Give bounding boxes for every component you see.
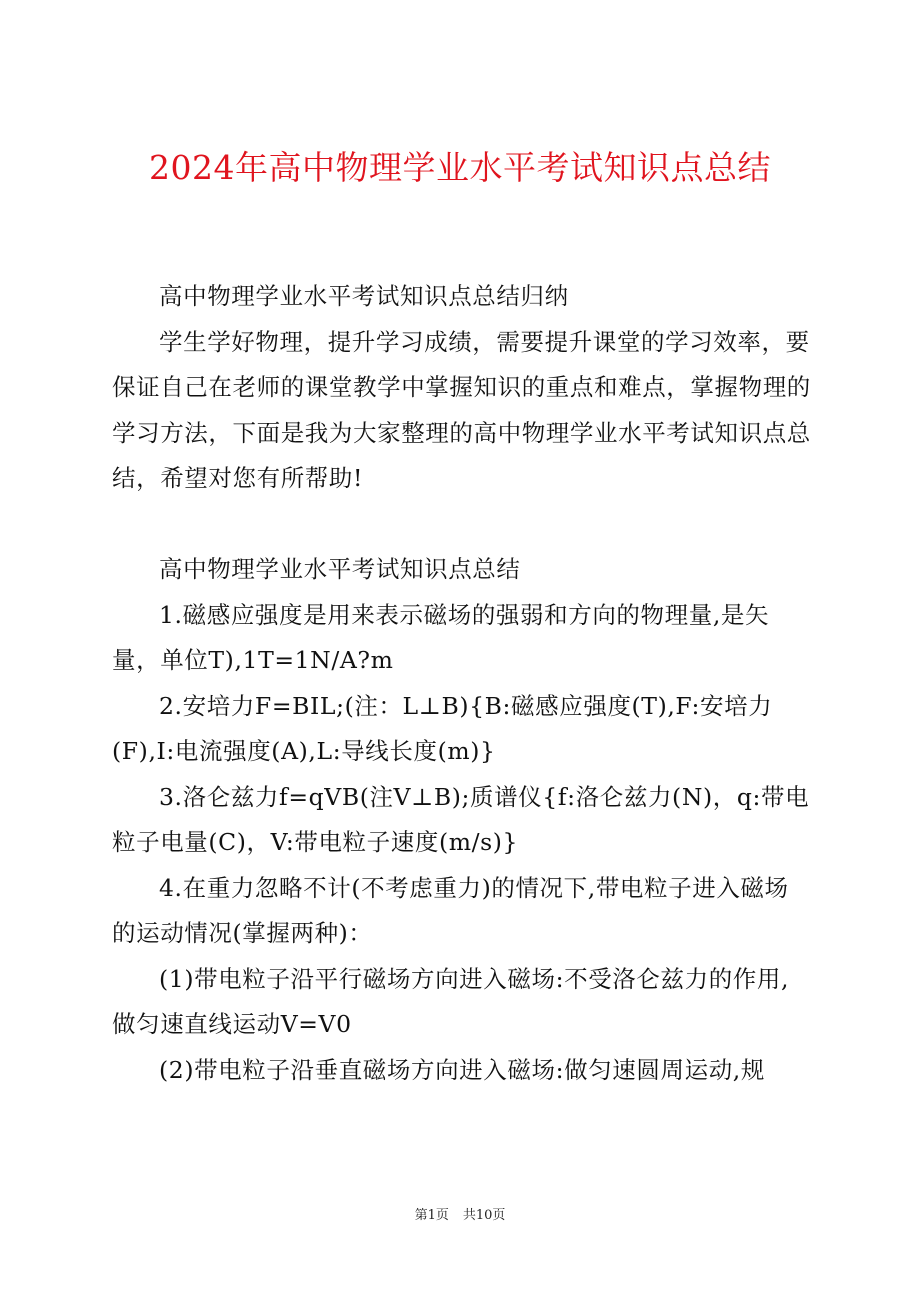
- intro-paragraph: 学生学好物理，提升学习成绩，需要提升课堂的学习效率，要保证自己在老师的课堂教学中掌握知识的重点和难点，掌握物理的学习方法，下面是我为大家整理的高中物理学业水平考试知识点总结，希望对您有所帮助!: [112, 327, 811, 492]
- page-total: 共10页: [462, 1208, 506, 1223]
- point-2: 2.安培力F=BIL;(注：L⊥B){B:磁感应强度(T),F:安培力(F),I:电流强度(A),L:导线长度(m)}: [112, 691, 773, 765]
- page-footer: [0, 1206, 920, 1226]
- paragraph-gap: [112, 502, 812, 548]
- section-heading: 高中物理学业水平考试知识点总结: [159, 555, 521, 583]
- document-body: [112, 274, 812, 1093]
- point-4-case-1: (1)带电粒子沿平行磁场方向进入磁场:不受洛仑兹力的作用,做匀速直线运动V=V0: [112, 964, 790, 1038]
- point-3: 3.洛仑兹力f=qVB(注V⊥B);质谱仪{f:洛仑兹力(N)，q:带电粒子电量(C)，V:带电粒子速度(m/s)}: [112, 782, 810, 856]
- point-4: 4.在重力忽略不计(不考虑重力)的情况下,带电粒子进入磁场的运动情况(掌握两种)：: [112, 873, 789, 947]
- document-title: 2024年高中物理学业水平考试知识点总结: [149, 148, 771, 187]
- point-4-case-2: (2)带电粒子沿垂直磁场方向进入磁场:做匀速圆周运动,规: [159, 1055, 765, 1084]
- point-1: 1.磁感应强度是用来表示磁场的强弱和方向的物理量,是矢量，单位T),1T=1N/A?m: [112, 600, 770, 674]
- intro-heading: 高中物理学业水平考试知识点总结归纳: [159, 282, 569, 310]
- page-number: 第1页: [414, 1208, 449, 1223]
